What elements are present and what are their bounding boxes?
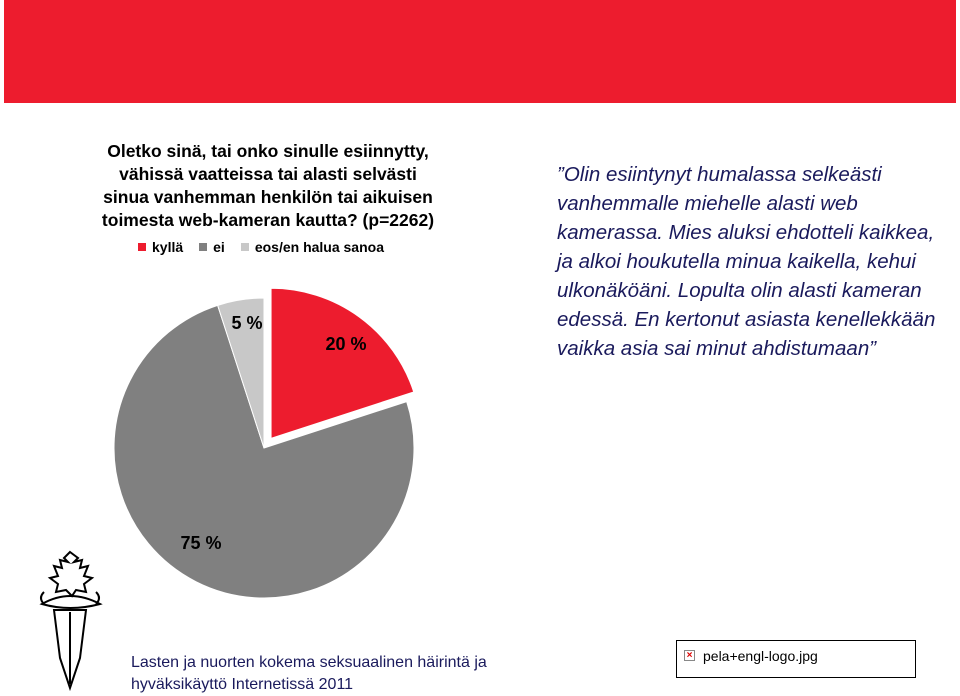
pie-label-ei: 75 % xyxy=(180,533,222,553)
logo-placeholder xyxy=(676,640,916,678)
pie-label-eos: 5 % xyxy=(231,313,263,333)
chart-title: Oletko sinä, tai onko sinulle esiinnytty, vähissä vaatteissa tai alasti selvästi sinua vanhemman henkilön tai aikuisen toimesta web-kameran kautta? (p=2262) xyxy=(101,141,435,230)
police-crest-icon xyxy=(30,548,110,694)
broken-image-icon: × xyxy=(684,650,695,661)
legend-label-ei: ei xyxy=(213,239,225,255)
legend-label-kylla: kyllä xyxy=(152,239,184,255)
pie-label-kylla: 20 % xyxy=(325,334,367,354)
logo-filename: pela+engl-logo.jpg xyxy=(703,648,818,664)
footer-caption: Lasten ja nuorten kokema seksuaalinen häirintä ja hyväksikäyttö Internetissä 2011 xyxy=(131,654,487,693)
legend-label-eos: eos/en halua sanoa xyxy=(254,239,384,255)
quote-text: ”Olin esiintynyt humalassa selkeästi vanhemmalle miehelle alasti web kamerassa. Mies aluksi ehdotteli kaikkea, ja alkoi houkutella minua kaikella, kehui ulkonäköäni. Lopulta olin alasti kameran edessä. En kertonut asiasta kenellekkään vaikka asia sai minut ahdistumaan” xyxy=(557,163,936,360)
